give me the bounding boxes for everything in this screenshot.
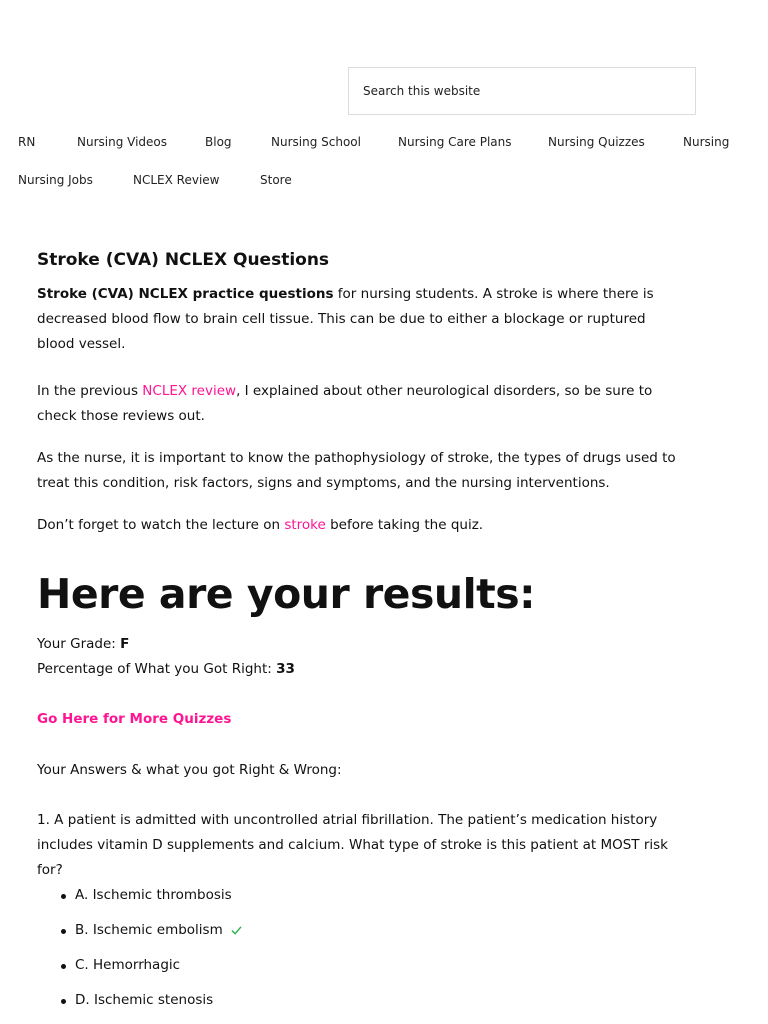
previous-review-text-after: , I explained about other neurological disorders, so be sure to check those reviews out.: [37, 383, 653, 424]
nav-item-nursing-videos[interactable]: Nursing Videos: [77, 135, 168, 149]
percent-label: Percentage of What you Got Right:: [37, 661, 277, 677]
answer-option-label: D. Ischemic stenosis: [75, 992, 214, 1008]
answer-option: [57, 988, 677, 1013]
nav-item-nclex-review[interactable]: NCLEX Review: [133, 173, 220, 187]
nav-item-nursing-jobs[interactable]: Nursing Jobs: [18, 173, 93, 187]
search-input[interactable]: [349, 68, 695, 114]
intro-bold-text: Stroke (CVA) NCLEX practice questions: [37, 286, 334, 302]
lecture-text-after: before taking the quiz.: [325, 517, 484, 533]
article-title: Stroke (CVA) NCLEX Questions: [37, 250, 330, 270]
grade-label: Your Grade:: [37, 636, 121, 652]
nav-item-rn[interactable]: RN: [18, 135, 36, 149]
answer-option-label: C. Hemorrhagic: [75, 957, 181, 973]
previous-review-text-before: In the previous: [37, 383, 143, 399]
lecture-paragraph: [37, 513, 677, 538]
previous-review-paragraph: [37, 379, 677, 429]
bullet-icon: [61, 894, 66, 899]
answer-option-label: A. Ischemic thrombosis: [75, 887, 232, 903]
percent-line: [37, 657, 677, 682]
answer-option: [57, 953, 677, 978]
question-text: 1. A patient is admitted with uncontrolled atrial fibrillation. The patient’s medication history includes vitamin D supplements and calcium. What type of stroke is this patient at MOST risk for?: [37, 812, 668, 878]
percent-value: 33: [276, 661, 295, 677]
results-heading: Here are your results:: [37, 570, 536, 618]
bullet-icon: [61, 964, 66, 969]
answer-options: [37, 883, 677, 1013]
nurse-paragraph: As the nurse, it is important to know the pathophysiology of stroke, the types of drugs used to treat this condition, risk factors, signs and symptoms, and the nursing interventions.: [37, 450, 676, 491]
answer-option-label: B. Ischemic embolism: [75, 922, 223, 938]
nav-item-nursing-school[interactable]: Nursing School: [271, 135, 361, 149]
nclex-review-link[interactable]: NCLEX review: [142, 383, 237, 399]
grade-line: [37, 632, 677, 657]
check-icon: [231, 925, 242, 936]
nav-item-nursing-care-plans[interactable]: Nursing Care Plans: [398, 135, 512, 149]
intro-text: for nursing students. A stroke is where there is decreased blood flow to brain cell tissue. This can be due to either a blockage or ruptured blood vessel.: [37, 286, 654, 352]
grade-value: F: [120, 636, 130, 652]
answer-option: [57, 918, 677, 943]
intro-paragraph: [37, 282, 677, 357]
answer-option: [57, 883, 677, 908]
nav-item-store[interactable]: Store: [260, 173, 292, 187]
nav-item-nursing-quizzes[interactable]: Nursing Quizzes: [548, 135, 645, 149]
nav-item-blog[interactable]: Blog: [205, 135, 232, 149]
bullet-icon: [61, 929, 66, 934]
more-quizzes-link[interactable]: Go Here for More Quizzes: [37, 711, 232, 727]
search-box: [348, 67, 696, 115]
stroke-lecture-link[interactable]: stroke: [284, 517, 326, 533]
bullet-icon: [61, 999, 66, 1004]
nav-item-nursing[interactable]: Nursing: [683, 135, 730, 149]
lecture-text-before: Don’t forget to watch the lecture on: [37, 517, 285, 533]
article-content: [37, 248, 677, 1023]
answers-heading: Your Answers & what you got Right & Wrong:: [37, 762, 342, 778]
